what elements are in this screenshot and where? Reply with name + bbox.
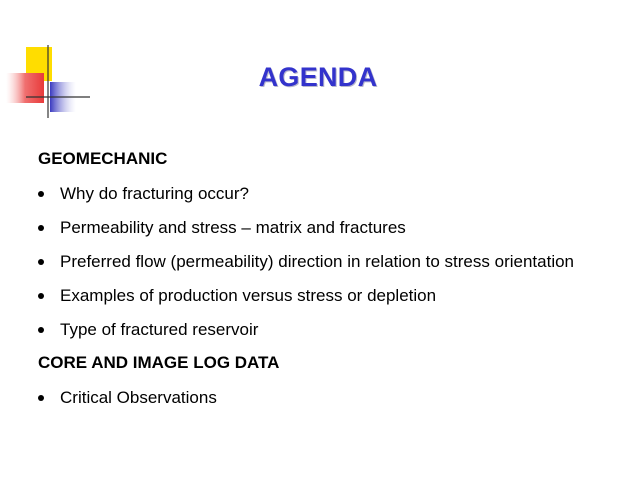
bullet-dot-icon	[38, 395, 44, 401]
list-item	[38, 285, 606, 306]
bullet-dot-icon	[38, 327, 44, 333]
list-item-text: Why do fracturing occur?	[60, 184, 249, 203]
bullet-dot-icon	[38, 259, 44, 265]
agenda-content	[38, 149, 606, 421]
list-item-text: Preferred flow (permeability) direction in relation to stress orientation	[60, 252, 575, 271]
list-item	[38, 251, 606, 272]
section-heading-core-image-log: CORE AND IMAGE LOG DATA	[38, 353, 280, 372]
section-heading-geomechanic: GEOMECHANIC	[38, 149, 168, 168]
slide-title: AGENDA	[258, 62, 378, 92]
list-item-text: Critical Observations	[60, 388, 217, 407]
list-item	[38, 183, 606, 204]
list-item	[38, 387, 606, 408]
bullet-dot-icon	[38, 191, 44, 197]
geomechanic-list	[38, 183, 606, 340]
list-item-text: Examples of production versus stress or depletion	[60, 286, 437, 305]
list-item	[38, 217, 606, 238]
bullet-dot-icon	[38, 225, 44, 231]
list-item-text: Type of fractured reservoir	[60, 320, 259, 339]
core-image-log-list	[38, 387, 606, 408]
corner-decoration	[0, 0, 90, 125]
list-item-text: Permeability and stress – matrix and fractures	[60, 218, 406, 237]
bullet-dot-icon	[38, 293, 44, 299]
red-bar	[6, 73, 44, 103]
list-item	[38, 319, 606, 340]
